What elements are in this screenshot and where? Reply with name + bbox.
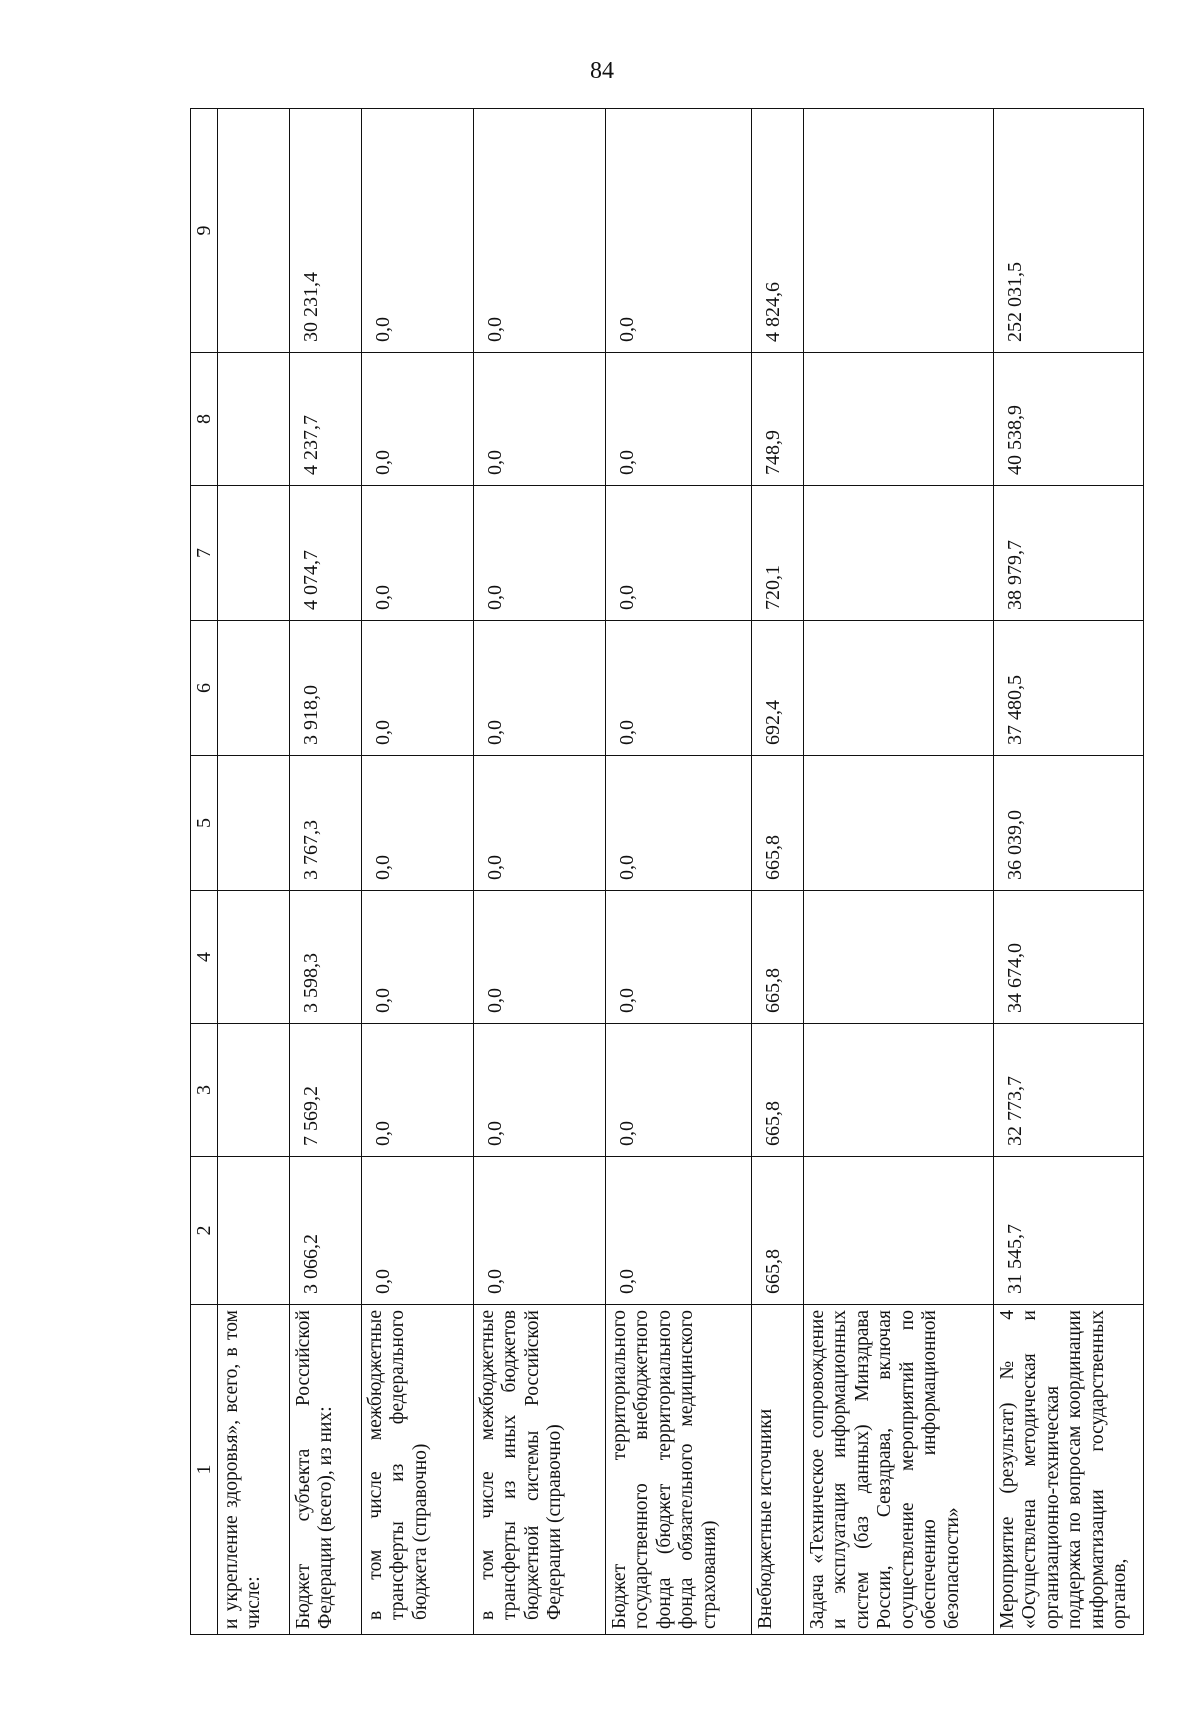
row-label: в том числе межбюджетные трансферты из иных бюджетов бюджетной системы Российской Федерации (справочно) (474, 1305, 606, 1635)
value-cell: 0,0 (606, 109, 752, 353)
value-cell: 665,8 (752, 1157, 804, 1305)
value-cell: 4 824,6 (752, 109, 804, 353)
value-cell: 3 066,2 (290, 1157, 362, 1305)
value-cell: 3 767,3 (290, 756, 362, 891)
value-cell: 0,0 (606, 756, 752, 891)
value-cell (218, 1024, 290, 1157)
row-label: Внебюджетные источники (752, 1305, 804, 1635)
value-cell (218, 621, 290, 756)
row-label: Бюджет территориального государственного внебюджетного фонда (бюджет территориального фонда обязательного медицинского страхования) (606, 1305, 752, 1635)
value-cell: 0,0 (362, 486, 474, 621)
value-cell: 31 545,7 (994, 1157, 1144, 1305)
table-row (218, 109, 290, 1635)
row-label: Задача «Техническое сопровождение и эксплуатация информационных систем (баз данных) Минздрава России, Севздрава, включая осуществление мероприятий по обеспечению информационной безопасности» (804, 1305, 994, 1635)
table-frame (190, 109, 1131, 1635)
value-cell: 0,0 (362, 1157, 474, 1305)
table-row (290, 109, 362, 1635)
value-cell: 692,4 (752, 621, 804, 756)
value-cell (804, 621, 994, 756)
value-cell: 0,0 (474, 109, 606, 353)
value-cell: 0,0 (362, 353, 474, 486)
value-cell: 0,0 (474, 891, 606, 1024)
value-cell (218, 891, 290, 1024)
value-cell: 0,0 (474, 1024, 606, 1157)
value-cell: 665,8 (752, 891, 804, 1024)
value-cell: 32 773,7 (994, 1024, 1144, 1157)
value-cell: 0,0 (606, 1157, 752, 1305)
value-cell: 0,0 (474, 756, 606, 891)
value-cell: 0,0 (474, 1157, 606, 1305)
value-cell: 0,0 (606, 353, 752, 486)
value-cell (804, 891, 994, 1024)
value-cell: 0,0 (362, 756, 474, 891)
page-number: 84 (590, 58, 614, 84)
column-number-header: 2 (191, 1157, 218, 1305)
table-row (804, 109, 994, 1635)
column-number-header: 4 (191, 891, 218, 1024)
column-number-header: 5 (191, 756, 218, 891)
value-cell: 0,0 (606, 621, 752, 756)
table-row (994, 109, 1144, 1635)
value-cell: 720,1 (752, 486, 804, 621)
value-cell (804, 1024, 994, 1157)
value-cell: 0,0 (474, 486, 606, 621)
column-number-header: 1 (191, 1305, 218, 1635)
value-cell (804, 756, 994, 891)
value-cell: 0,0 (474, 353, 606, 486)
value-cell: 7 569,2 (290, 1024, 362, 1157)
value-cell: 748,9 (752, 353, 804, 486)
value-cell (218, 353, 290, 486)
column-number-header: 9 (191, 109, 218, 353)
value-cell: 252 031,5 (994, 109, 1144, 353)
column-number-header: 7 (191, 486, 218, 621)
value-cell: 40 538,9 (994, 353, 1144, 486)
value-cell: 0,0 (362, 109, 474, 353)
value-cell (804, 486, 994, 621)
value-cell: 4 074,7 (290, 486, 362, 621)
column-number-header: 6 (191, 621, 218, 756)
value-cell (218, 486, 290, 621)
table-header-row (191, 109, 218, 1635)
value-cell: 3 918,0 (290, 621, 362, 756)
value-cell: 37 480,5 (994, 621, 1144, 756)
value-cell: 0,0 (362, 891, 474, 1024)
row-label: и укрепление здоровья», всего, в том числе: (218, 1305, 290, 1635)
row-label: Мероприятие (результат) № 4 «Осуществлена методическая и организационно-техническая поддержка по вопросам координации информатизации государственных органов, (994, 1305, 1144, 1635)
value-cell: 3 598,3 (290, 891, 362, 1024)
value-cell (804, 109, 994, 353)
value-cell: 34 674,0 (994, 891, 1144, 1024)
value-cell: 0,0 (474, 621, 606, 756)
value-cell: 36 039,0 (994, 756, 1144, 891)
value-cell (218, 109, 290, 353)
value-cell (804, 353, 994, 486)
value-cell: 38 979,7 (994, 486, 1144, 621)
row-label: Бюджет субъекта Российской Федерации (всего), из них: (290, 1305, 362, 1635)
value-cell: 0,0 (606, 486, 752, 621)
column-number-header: 8 (191, 353, 218, 486)
value-cell: 0,0 (606, 891, 752, 1024)
value-cell: 0,0 (362, 1024, 474, 1157)
value-cell: 665,8 (752, 1024, 804, 1157)
column-number-header: 3 (191, 1024, 218, 1157)
value-cell (218, 1157, 290, 1305)
table-row (474, 109, 606, 1635)
value-cell: 665,8 (752, 756, 804, 891)
value-cell: 30 231,4 (290, 109, 362, 353)
value-cell (804, 1157, 994, 1305)
rotated-table-container (190, 109, 1131, 1635)
table-row (362, 109, 474, 1635)
value-cell: 4 237,7 (290, 353, 362, 486)
value-cell: 0,0 (362, 621, 474, 756)
value-cell (218, 756, 290, 891)
table-row (606, 109, 752, 1635)
budget-table (190, 108, 1144, 1635)
table-row (752, 109, 804, 1635)
value-cell: 0,0 (606, 1024, 752, 1157)
row-label: в том числе межбюджетные трансферты из федерального бюджета (справочно) (362, 1305, 474, 1635)
